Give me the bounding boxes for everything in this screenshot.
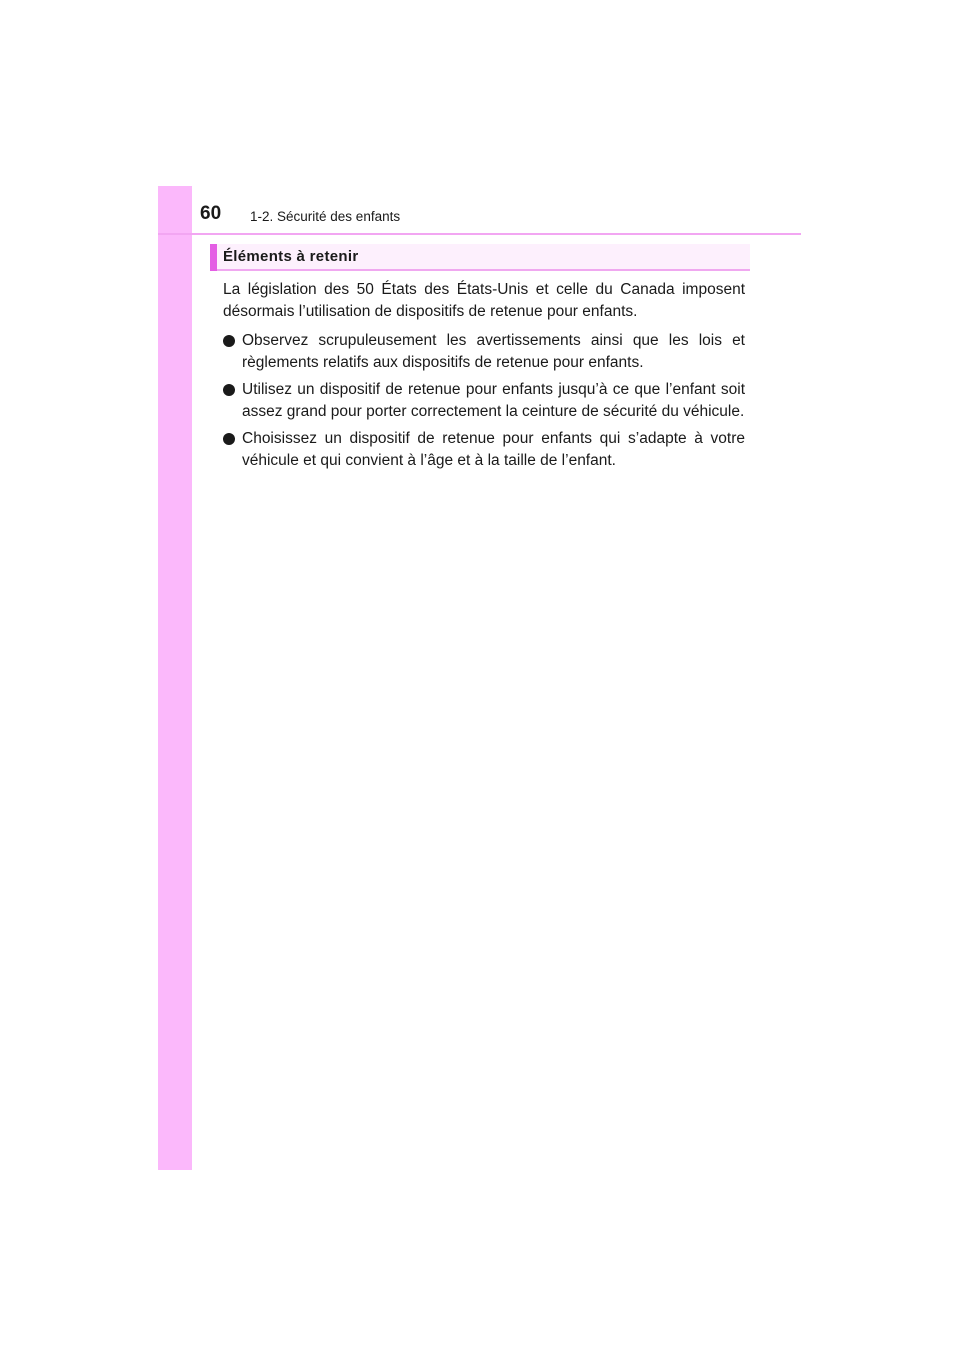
chapter-title: 1-2. Sécurité des enfants — [250, 209, 401, 224]
list-item-text: Choisissez un dispositif de retenue pour enfants qui s’adapte à votre véhicule et qui convient à l’âge et à la taille de l’enfant. — [242, 430, 745, 469]
list-item — [223, 428, 745, 472]
section-content — [223, 279, 745, 477]
section-heading — [210, 244, 750, 271]
list-item — [223, 330, 745, 374]
bullet-icon — [223, 384, 235, 396]
section-heading-text: Éléments à retenir — [223, 248, 359, 265]
list-item-text: Observez scrupuleusement les avertissements ainsi que les lois et règlements relatifs aux dispositifs de retenue pour enfants. — [242, 332, 745, 371]
list-item — [223, 379, 745, 423]
header-divider — [158, 233, 801, 235]
page-number: 60 — [200, 203, 222, 224]
bullet-icon — [223, 433, 235, 445]
intro-paragraph: La législation des 50 États des États-Unis et celle du Canada imposent désormais l’utilisation de dispositifs de retenue pour enfants. — [223, 281, 745, 320]
bullet-icon — [223, 335, 235, 347]
chapter-side-band — [158, 186, 192, 1170]
heading-accent-bar — [210, 244, 217, 271]
list-item-text: Utilisez un dispositif de retenue pour enfants jusqu’à ce que l’enfant soit assez grand pour porter correctement la ceinture de sécurité du véhicule. — [242, 381, 745, 420]
